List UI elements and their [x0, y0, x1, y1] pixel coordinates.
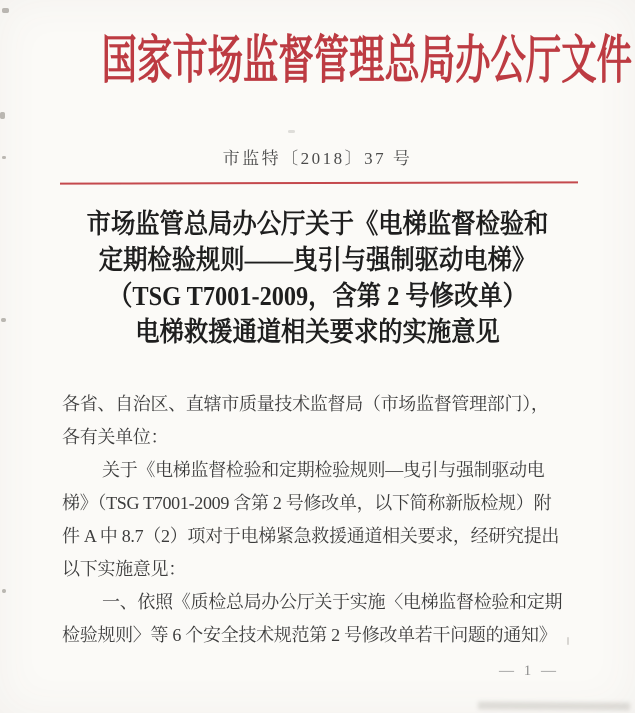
body-line-salutation-2: 各有关单位：	[62, 427, 169, 447]
body-line-para1-1: 关于《电梯监督检验和定期检验规则—曳引与强制驱动电	[102, 460, 545, 480]
document-header-title: 国家市场监督管理总局办公厅文件	[101, 33, 633, 90]
title-line-1: 市场监管总局办公厅关于《电梯监督检验和	[86, 209, 549, 239]
scan-speck	[1, 318, 6, 322]
body-line-para2-2: 检验规则〉等 6 个安全技术规范第 2 号修改单若干问题的通知》	[62, 625, 557, 645]
scan-speck	[2, 8, 9, 13]
body-line-para2-1: 一、依照《质检总局办公厅关于实施〈电梯监督检验和定期	[102, 592, 563, 612]
page-number: — 1 —	[499, 663, 559, 679]
document-title	[0, 206, 635, 350]
scan-speck	[2, 156, 6, 159]
document-number: 市监特〔2018〕37 号	[222, 149, 413, 168]
title-line-2: 定期检验规则——曳引与强制驱动电梯》	[98, 245, 537, 275]
red-divider-line	[60, 181, 578, 184]
body-line-para1-3: 件 A 中 8.7（2）项对于电梯紧急救援通道相关要求，经研究提出	[62, 526, 560, 546]
scan-speck	[0, 112, 5, 119]
body-line-salutation-1: 各省、自治区、直辖市质量技术监督局（市场监督管理部门），	[62, 394, 549, 414]
body-line-para1-2: 梯》（TSG T7001-2009 含第 2 号修改单，以下简称新版检规）附	[62, 493, 552, 513]
body-line-para1-4: 以下实施意见：	[62, 559, 186, 579]
scan-bleedthrough-artifact	[478, 701, 630, 710]
title-line-4: 电梯救援通道相关要求的实施意见	[135, 317, 500, 347]
scan-speck	[567, 637, 569, 645]
scan-speck	[2, 589, 6, 593]
scan-speck	[288, 130, 295, 133]
title-line-3: （TSG T7001-2009，含第 2 号修改单）	[108, 281, 527, 311]
document-body	[62, 388, 580, 652]
